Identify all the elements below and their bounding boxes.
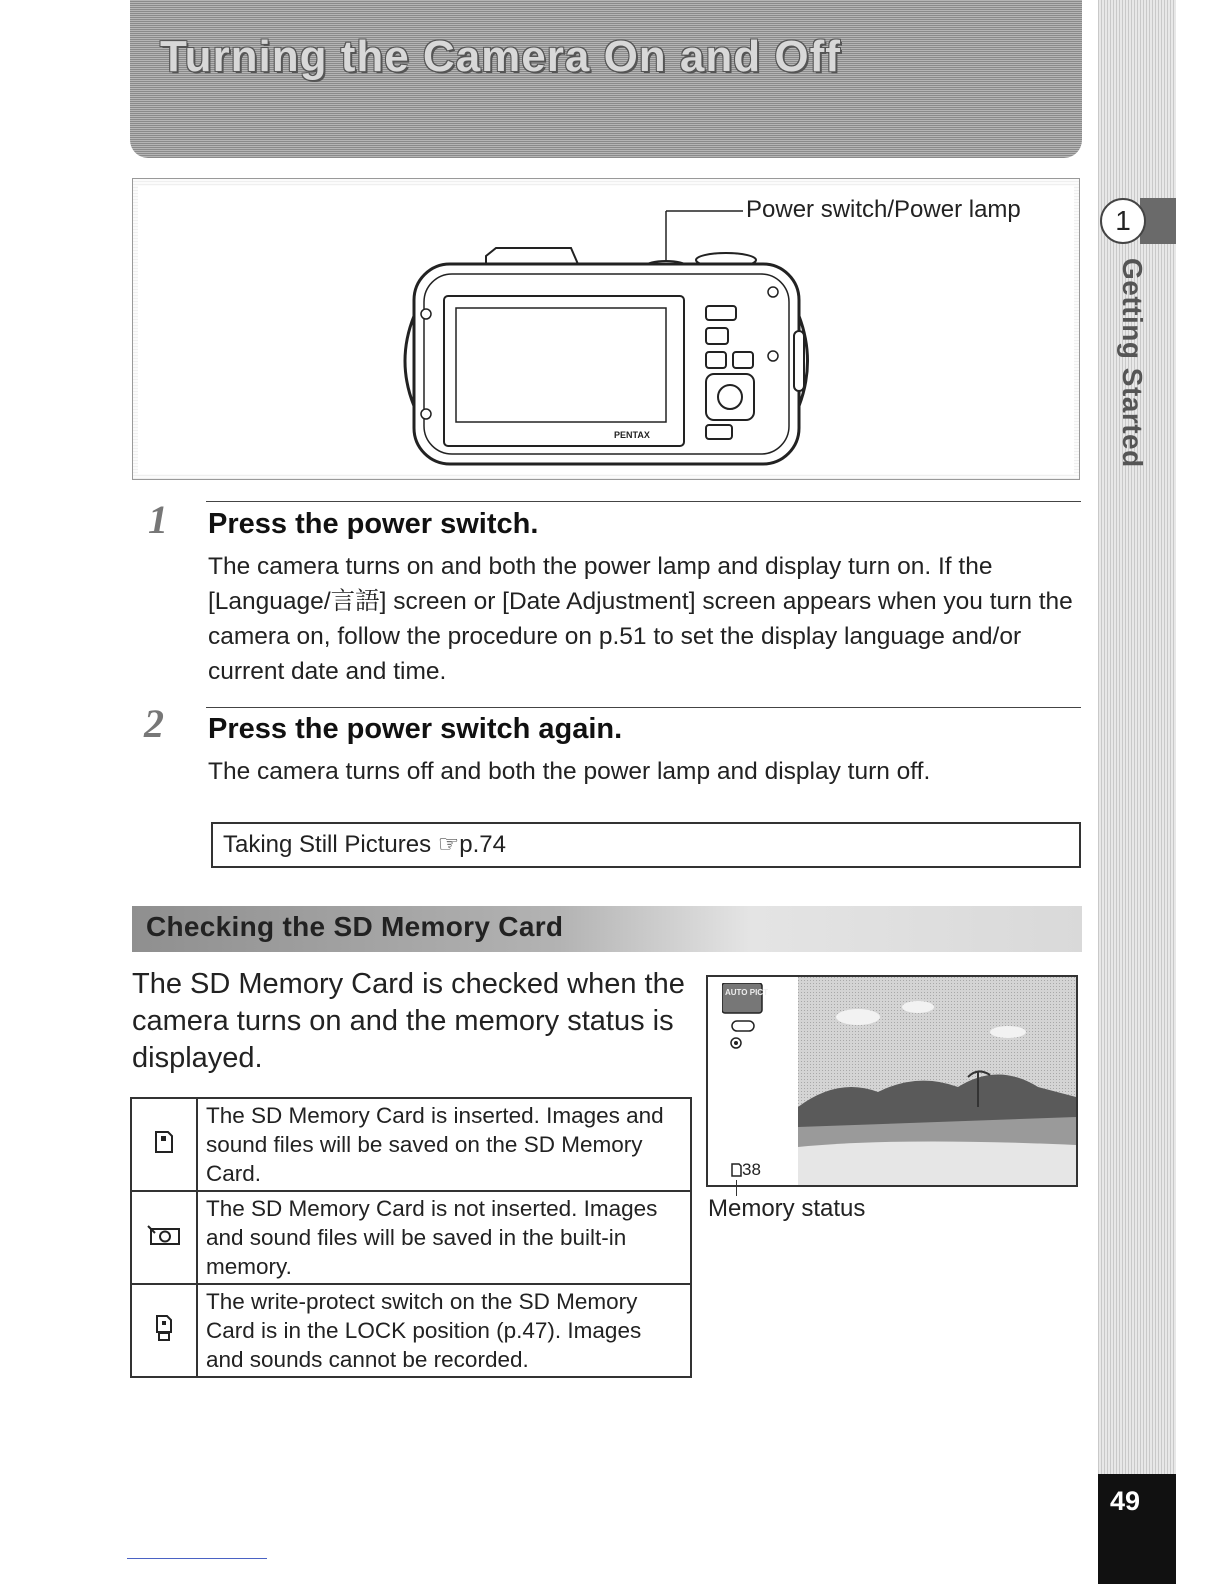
step-2-body: The camera turns off and both the power lamp and display turn off.	[208, 758, 931, 785]
step-2-number: 2	[144, 701, 164, 746]
step-2-title: Press the power switch again.	[208, 713, 623, 745]
mode-icons	[722, 983, 772, 1053]
power-switch-callout: Power switch/Power lamp	[746, 196, 1021, 223]
svg-text:PENTAX: PENTAX	[614, 430, 650, 440]
section-title: Checking the SD Memory Card	[146, 911, 564, 942]
memory-status-pointer	[736, 1180, 737, 1196]
table-row	[131, 1191, 691, 1284]
chapter-number: 1	[1100, 198, 1146, 244]
built-in-memory-icon	[131, 1191, 197, 1284]
status-description: The SD Memory Card is inserted. Images and sound files will be saved on the SD Memory Card.	[197, 1098, 691, 1191]
sd-card-icon	[131, 1098, 197, 1191]
memory-status-table	[130, 1097, 692, 1378]
sd-card-icon	[731, 1163, 742, 1177]
step-1-title: Press the power switch.	[208, 508, 539, 540]
step-1-number: 1	[148, 497, 168, 542]
memory-count-value: 38	[742, 1160, 761, 1179]
step-1-rule	[206, 501, 1081, 502]
step-1-body: The camera turns on and both the power lamp and display turn on. If the [Language/言語] screen or [Date Adjustment] screen appears when you turn the camera on, follow the procedure on p.51 to set the display language and/or current date and time.	[208, 553, 1073, 685]
step-2-rule	[206, 707, 1081, 708]
svg-text:AUTO PICT: AUTO PICT	[725, 988, 768, 997]
write-protect-icon	[131, 1284, 197, 1377]
table-row	[131, 1098, 691, 1191]
chapter-label: Getting Started	[1117, 258, 1148, 468]
status-description: The SD Memory Card is not inserted. Images and sound files will be saved in the built-in memory.	[197, 1191, 691, 1284]
landscape-preview-image	[798, 977, 1076, 1185]
page-number: 49	[1098, 1474, 1176, 1584]
camera-back-illustration	[396, 196, 816, 476]
reference-box: Taking Still Pictures ☞p.74	[211, 822, 1081, 868]
footer-line	[127, 1558, 267, 1559]
table-row	[131, 1284, 691, 1377]
section-intro: The SD Memory Card is checked when the camera turns on and the memory status is displayed.	[132, 968, 685, 1074]
memory-status-caption: Memory status	[708, 1195, 866, 1222]
status-description: The write-protect switch on the SD Memory Card is in the LOCK position (p.47). Images and sounds cannot be recorded.	[197, 1284, 691, 1377]
page-title: Turning the Camera On and Off	[160, 32, 841, 81]
memory-count	[731, 1160, 761, 1180]
